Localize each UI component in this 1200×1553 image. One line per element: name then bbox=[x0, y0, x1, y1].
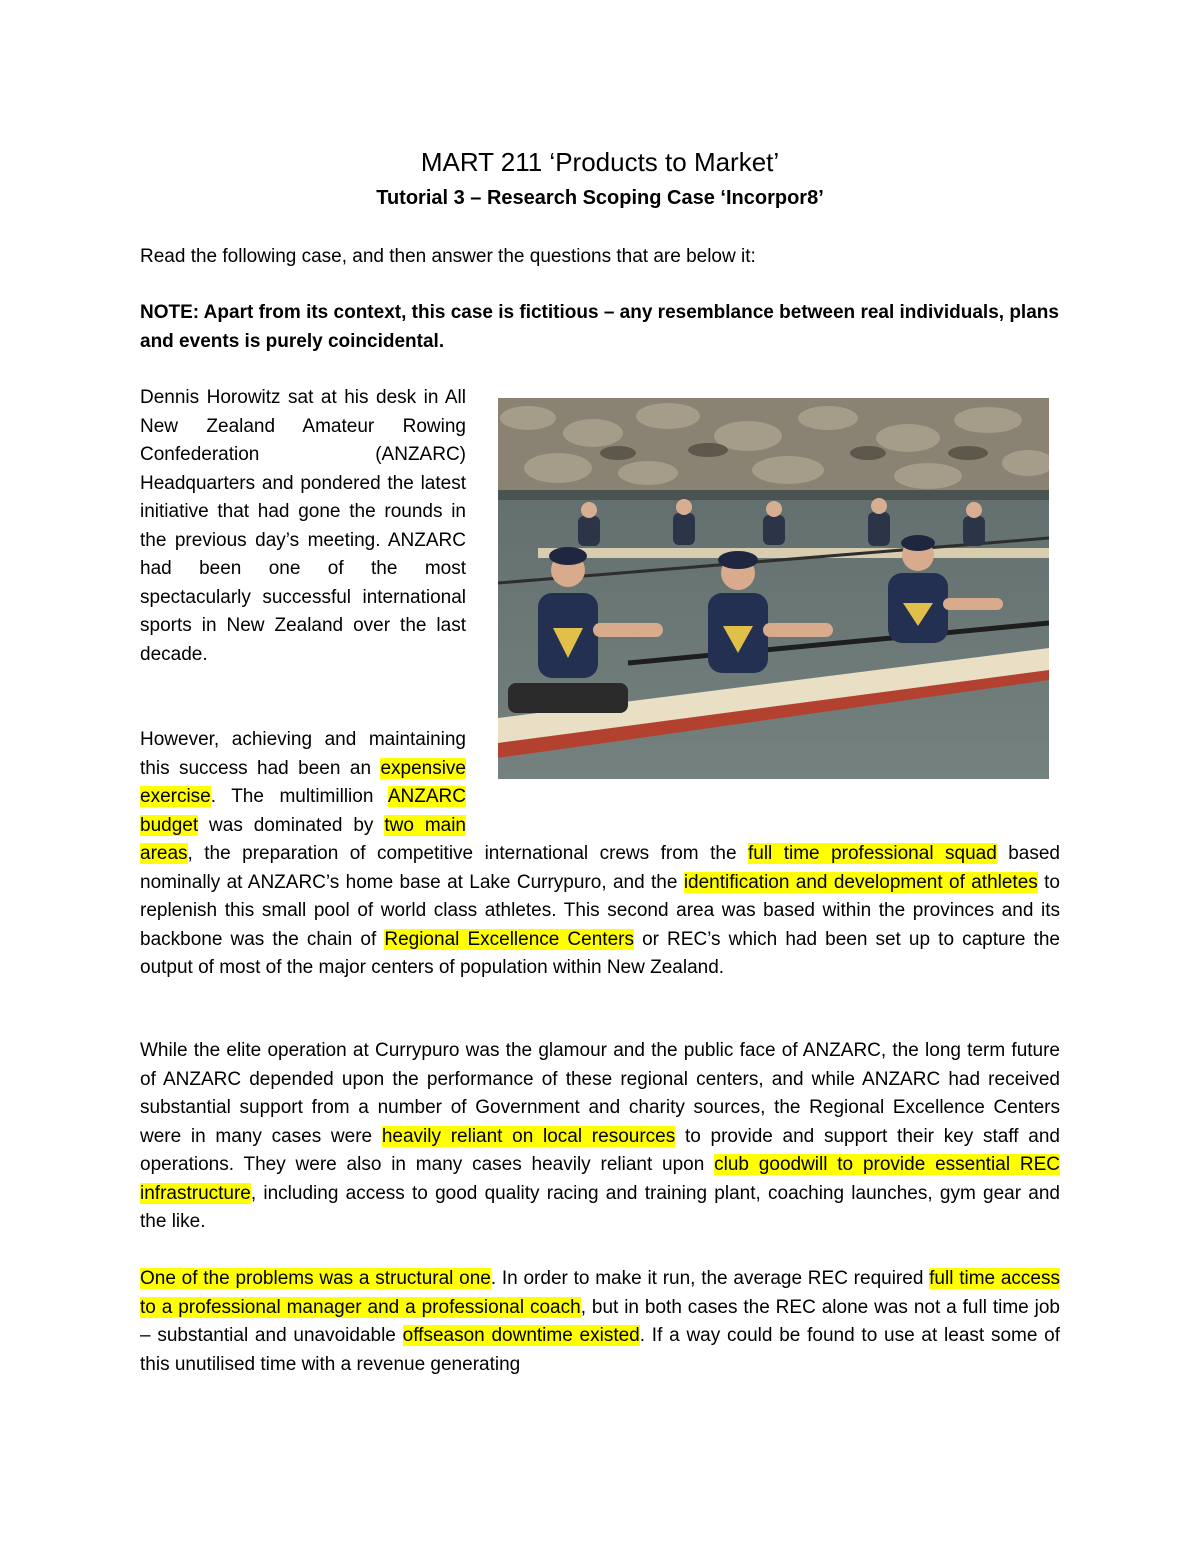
highlight: One of the problems was a structural one bbox=[140, 1268, 491, 1289]
highlight: Regional Excellence Centers bbox=[384, 928, 634, 950]
paragraph-1: Dennis Horowitz sat at his desk in All New Zealand Amateur Rowing Confederation (ANZARC) Headquarters and pondered the latest initiative that had gone the rounds in the previous day’s meeting. ANZARC had been one of the most spectacularly successful international sports in New Zealand over the last decade. bbox=[140, 387, 466, 665]
doc-subtitle: Tutorial 3 – Research Scoping Case ‘Incorpor8’ bbox=[376, 187, 824, 209]
paragraph-4: One of the problems was a structural one. In order to make it run, the average REC required full time access to a professional manager and a professional coach, but in both cases the REC alone was not a full time job – substantial and unavoidable offseason downtime existed. If a way could be found to use at least some of this unutilised time with a revenue generating bbox=[140, 1268, 1061, 1375]
intro-text: Read the following case, and then answer the questions that are below it: bbox=[140, 246, 756, 267]
note-text: NOTE: Apart from its context, this case is fictitious – any resemblance between real individuals, plans and events is purely coincidental. bbox=[140, 302, 1059, 352]
highlight: two main areas bbox=[140, 814, 466, 864]
highlight: offseason downtime existed bbox=[402, 1325, 640, 1346]
doc-title: MART 211 ‘Products to Market’ bbox=[420, 147, 780, 177]
highlight: identification and development of athletes bbox=[683, 871, 1038, 893]
highlight: expensive exercise bbox=[140, 757, 466, 807]
highlight: club goodwill to provide essential REC infrastructure bbox=[140, 1154, 1060, 1204]
highlight: full time access to a professional manager and a professional coach bbox=[140, 1268, 1060, 1318]
paragraph-3: While the elite operation at Currypuro was the glamour and the public face of ANZARC, the long term future of ANZARC depended upon the performance of these regional centers, and while ANZARC had received substantial support from a number of Government and charity sources, the Regional Excellence Centers were in many cases were heavily reliant on local resources to provide and support their key staff and operations. They were also in many cases heavily reliant upon club goodwill to provide essential REC infrastructure, including access to good quality racing and training plant, coaching launches, gym gear and the like. bbox=[140, 1040, 1060, 1232]
highlight: heavily reliant on local resources bbox=[381, 1125, 676, 1147]
highlight: full time professional squad bbox=[747, 843, 997, 864]
rowing-crew-photo bbox=[498, 398, 1049, 779]
paragraph-2: However, achieving and maintaining this success had been an expensive exercise. The multimillion ANZARC budget was dominated by two main areas, the preparation of competitive international crews from the full time professional squad based nominally at ANZARC’s home base at Lake Currypuro, and the identification and development of athletes to replenish this small pool of world class athletes. This second area was based within the provinces and its backbone was the chain of Regional Excellence Centers or REC’s which had been set up to capture the output of most of the major centers of population within New Zealand. bbox=[140, 729, 1060, 978]
highlight: ANZARC budget bbox=[140, 786, 466, 836]
